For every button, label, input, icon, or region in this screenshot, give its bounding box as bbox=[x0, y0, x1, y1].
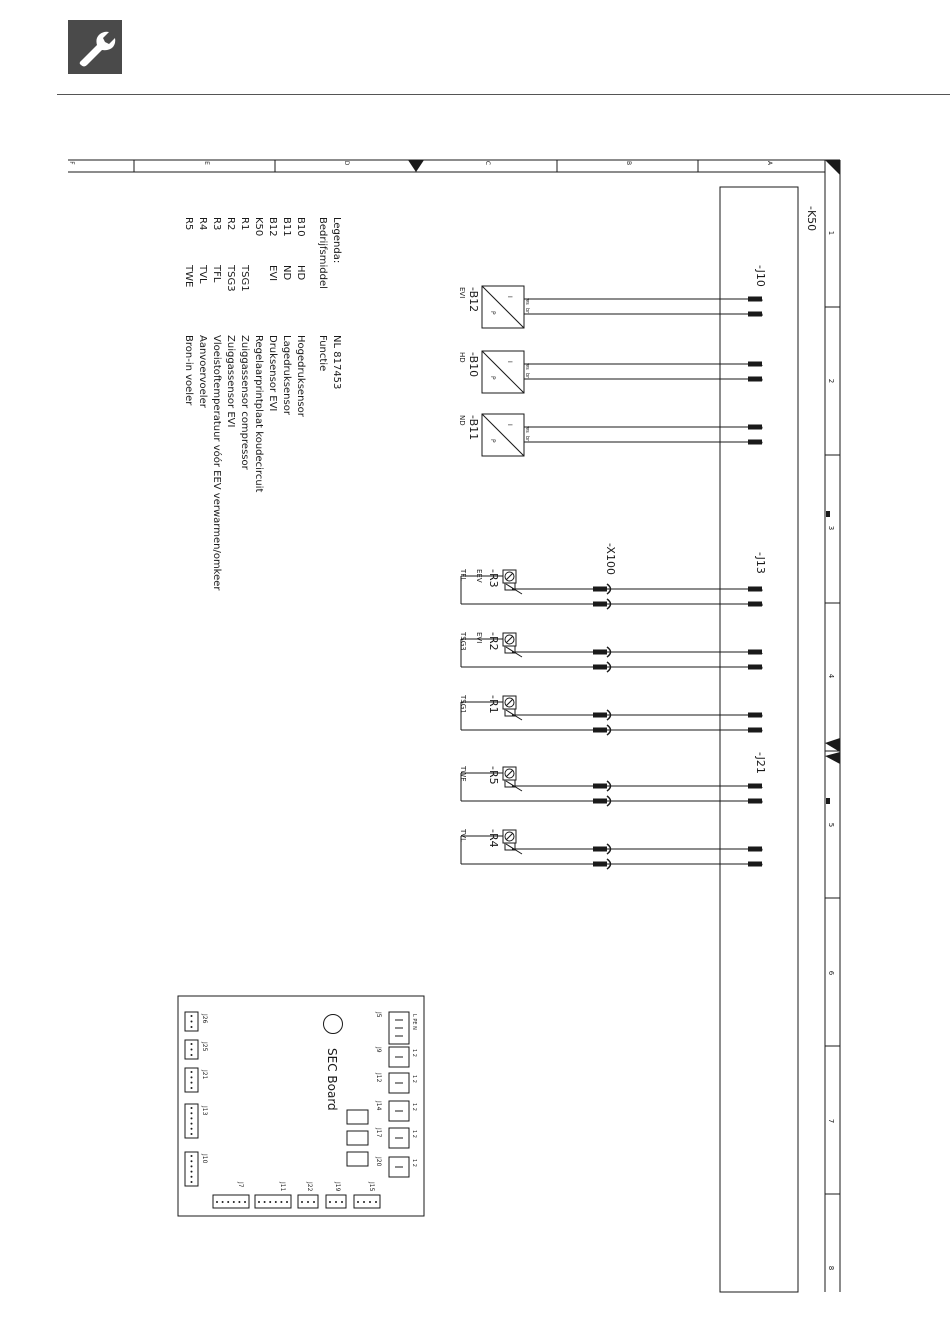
connector-pin bbox=[280, 1201, 282, 1203]
connector-pin bbox=[286, 1201, 288, 1203]
board-connector-name: J7 bbox=[237, 1182, 244, 1188]
board-connector-name: J20 bbox=[375, 1157, 382, 1167]
wire-color: ws bbox=[524, 363, 530, 370]
legend-tag: R4 bbox=[197, 217, 208, 231]
pressure-sensor bbox=[458, 414, 763, 456]
plug-pin bbox=[593, 847, 607, 852]
connector-pin bbox=[191, 1165, 193, 1167]
board-connector-name: J13 bbox=[201, 1106, 208, 1116]
temperature-sensor bbox=[459, 631, 763, 672]
legend-desc: Druksensor EVI bbox=[267, 335, 278, 412]
frame-col-label: A bbox=[766, 160, 773, 166]
board-connector-pins: 1 2 bbox=[411, 1075, 417, 1083]
connector-pin bbox=[191, 1117, 193, 1119]
connector-pin bbox=[258, 1201, 260, 1203]
board-connector-name: J15 bbox=[368, 1182, 375, 1192]
sensor-sub: EEV bbox=[475, 569, 483, 583]
connector-pin bbox=[191, 1160, 193, 1162]
transducer-p: P bbox=[489, 439, 496, 443]
sensor-tag: -R5 bbox=[487, 766, 500, 785]
board-connector-pins: 1 2 bbox=[411, 1130, 417, 1138]
wire-color: br bbox=[524, 308, 530, 314]
connector-pin bbox=[191, 1123, 193, 1125]
board-connector-name: J5 bbox=[375, 1012, 382, 1018]
legend-desc: Zuiggassensor EVI bbox=[225, 335, 236, 428]
frame-col-label: F bbox=[68, 161, 75, 165]
legend-abbr: TWE bbox=[183, 265, 194, 288]
connector-pin bbox=[275, 1201, 277, 1203]
pin-number: 4 bbox=[756, 785, 763, 789]
plug-pin bbox=[593, 784, 607, 789]
sensor-function: EVI bbox=[458, 287, 466, 299]
legend-tag: K50 bbox=[253, 217, 264, 237]
pressure-sensor bbox=[458, 351, 763, 393]
legend-tag: R5 bbox=[183, 217, 194, 231]
pin-number: 3 bbox=[756, 666, 763, 670]
transducer-i: I bbox=[506, 296, 513, 298]
frame-tick bbox=[826, 511, 830, 517]
board-component bbox=[347, 1131, 368, 1145]
plug-pin bbox=[593, 650, 607, 655]
board-connector-name: J19 bbox=[334, 1182, 341, 1192]
connector-pin bbox=[244, 1201, 246, 1203]
temperature-sensor bbox=[459, 694, 763, 735]
frame-row-label: 7 bbox=[827, 1118, 835, 1124]
pin-number: 5 bbox=[756, 313, 763, 317]
connector-pin bbox=[191, 1107, 193, 1109]
board-connector-name: J10 bbox=[201, 1154, 208, 1164]
sensor-sub: EVI bbox=[475, 632, 483, 644]
legend-col-header: Bedrijfsmiddel bbox=[317, 217, 328, 289]
board-component bbox=[347, 1152, 368, 1166]
pin-number: 6 bbox=[756, 298, 763, 302]
pin-number: 4 bbox=[756, 363, 763, 367]
board-connector bbox=[213, 1195, 249, 1208]
sensor-tag: -R2 bbox=[487, 632, 500, 651]
connector-pin bbox=[375, 1201, 377, 1203]
connector-pin bbox=[191, 1112, 193, 1114]
pin-number: 4 bbox=[756, 651, 763, 655]
module-label: -K50 bbox=[805, 206, 818, 232]
connector-pin bbox=[191, 1171, 193, 1173]
wire-color: br bbox=[524, 436, 530, 442]
sensor-tag: -B10 bbox=[467, 352, 480, 378]
connector-pin bbox=[191, 1087, 193, 1089]
pressure-sensor bbox=[458, 286, 763, 328]
legend-abbr: EVI bbox=[267, 265, 278, 282]
connector-pin bbox=[191, 1128, 193, 1130]
frame-col-label: C bbox=[484, 160, 491, 166]
sensor-label: TFL bbox=[459, 569, 467, 582]
transducer-p: P bbox=[489, 376, 496, 380]
plug-pin bbox=[593, 602, 607, 607]
pin-number: 1 bbox=[756, 441, 763, 445]
frame-col-label: B bbox=[625, 160, 632, 166]
legend-tag: R2 bbox=[225, 217, 236, 231]
connector-pin bbox=[191, 1155, 193, 1157]
pin-number: 3 bbox=[756, 800, 763, 804]
legend bbox=[183, 217, 342, 591]
sensor-label: TSG3 bbox=[459, 632, 467, 651]
connector-pin bbox=[191, 1076, 193, 1078]
board-connector-pins: L PE N bbox=[411, 1014, 417, 1030]
legend-doc-number: NL 817453 bbox=[331, 335, 342, 390]
connector-pin bbox=[191, 1021, 193, 1023]
board-connector bbox=[255, 1195, 291, 1208]
connector-pin bbox=[369, 1201, 371, 1203]
legend-tag: B12 bbox=[267, 217, 278, 237]
connector-pin bbox=[335, 1201, 337, 1203]
plug-pin bbox=[593, 728, 607, 733]
legend-abbr: TFL bbox=[211, 265, 222, 283]
legend-tag: R3 bbox=[211, 217, 222, 231]
pin-number: 1 bbox=[756, 729, 763, 733]
board-outline bbox=[178, 996, 424, 1216]
frame-tick bbox=[826, 798, 830, 804]
sec-board bbox=[178, 996, 424, 1216]
legend-desc: Zuiggassensor compressor bbox=[239, 335, 250, 470]
board-connector-name: J11 bbox=[279, 1182, 286, 1192]
frame-row-label: 5 bbox=[827, 822, 835, 828]
transducer-i: I bbox=[506, 361, 513, 363]
frame-marker bbox=[825, 160, 840, 175]
legend-tag: B10 bbox=[295, 217, 306, 237]
transducer-i: I bbox=[506, 424, 513, 426]
board-connector-name: J9 bbox=[375, 1047, 382, 1053]
connector-pin bbox=[269, 1201, 271, 1203]
connector-label-j10: -J10 bbox=[754, 265, 767, 287]
connector-pin bbox=[191, 1043, 193, 1045]
board-connector-pins: 1 2 bbox=[411, 1103, 417, 1111]
connector-pin bbox=[329, 1201, 331, 1203]
frame-marker bbox=[408, 160, 424, 172]
connector-pin bbox=[191, 1071, 193, 1073]
legend-tag: B11 bbox=[281, 217, 292, 237]
board-connector-name: J14 bbox=[375, 1101, 382, 1111]
legend-abbr: ND bbox=[281, 265, 292, 281]
board-connector-name: J12 bbox=[375, 1073, 382, 1083]
pin-number: 5 bbox=[756, 603, 763, 607]
legend-desc: Bron-in voeler bbox=[183, 335, 194, 406]
connector-label-j13: -J13 bbox=[754, 552, 767, 574]
k50-enclosure bbox=[720, 187, 798, 1292]
board-connector bbox=[185, 1152, 198, 1186]
connector-label-x100: -X100 bbox=[604, 543, 617, 575]
pin-number: 2 bbox=[756, 848, 763, 852]
legend-col-header: Functie bbox=[317, 335, 328, 372]
connector-pin bbox=[307, 1201, 309, 1203]
sensor-label: TWE bbox=[459, 766, 467, 782]
plug-pin bbox=[593, 799, 607, 804]
legend-desc: Hogedruksensor bbox=[295, 335, 306, 417]
frame-col-label: E bbox=[203, 161, 210, 165]
sensor-tag: -R4 bbox=[487, 829, 500, 848]
connector-pin bbox=[191, 1133, 193, 1135]
sensor-function: HD bbox=[458, 352, 466, 363]
legend-tag: R1 bbox=[239, 217, 250, 231]
connector-pin bbox=[233, 1201, 235, 1203]
board-title: SEC Board bbox=[325, 1048, 339, 1111]
wire-color: br bbox=[524, 373, 530, 379]
frame-row-label: 2 bbox=[827, 378, 835, 384]
connector-pin bbox=[238, 1201, 240, 1203]
frame-row-label: 4 bbox=[827, 673, 835, 679]
pin-number: 2 bbox=[756, 426, 763, 430]
sensor-label: TVL bbox=[459, 829, 467, 842]
plug-pin bbox=[593, 862, 607, 867]
legend-abbr: TSG1 bbox=[239, 265, 250, 292]
pin-number: 3 bbox=[756, 378, 763, 382]
temperature-sensor bbox=[459, 828, 763, 869]
board-connector-pins: 1 2 bbox=[411, 1159, 417, 1167]
connector-pin bbox=[191, 1054, 193, 1056]
board-connector-name: J17 bbox=[375, 1128, 382, 1138]
frame-row-label: 6 bbox=[827, 970, 835, 976]
legend-abbr: TVL bbox=[197, 265, 208, 284]
plug-pin bbox=[593, 713, 607, 718]
connector-pin bbox=[191, 1176, 193, 1178]
plug-pin bbox=[593, 587, 607, 592]
board-connector bbox=[185, 1104, 198, 1138]
sensor-function: ND bbox=[458, 415, 466, 426]
legend-desc: Regelaarprintplaat koudecircuit bbox=[253, 335, 264, 493]
sensor-label: TSG1 bbox=[459, 695, 467, 714]
board-connector-name: J21 bbox=[201, 1070, 208, 1080]
frame-marker bbox=[825, 752, 840, 764]
temperature-sensor bbox=[459, 765, 763, 806]
frame-col-label: D bbox=[343, 160, 350, 166]
frame-row-label: 1 bbox=[827, 230, 835, 236]
sensor-tag: -B12 bbox=[467, 287, 480, 313]
legend-desc: Lagedruksensor bbox=[281, 335, 292, 415]
board-mount-hole bbox=[324, 1015, 343, 1034]
connector-pin bbox=[357, 1201, 359, 1203]
board-connector-name: J26 bbox=[201, 1014, 208, 1024]
connector-pin bbox=[191, 1181, 193, 1183]
connector-pin bbox=[264, 1201, 266, 1203]
connector-pin bbox=[191, 1049, 193, 1051]
connector-pin bbox=[227, 1201, 229, 1203]
connector-pin bbox=[191, 1015, 193, 1017]
board-component bbox=[347, 1110, 368, 1124]
sensor-tag: -R1 bbox=[487, 695, 500, 714]
connector-pin bbox=[341, 1201, 343, 1203]
transducer-p: P bbox=[489, 311, 496, 315]
pin-number: 2 bbox=[756, 714, 763, 718]
connector-pin bbox=[191, 1026, 193, 1028]
legend-abbr: HD bbox=[295, 265, 306, 281]
sensor-tag: -B11 bbox=[467, 415, 480, 441]
wire-color: ws bbox=[524, 426, 530, 433]
connector-pin bbox=[216, 1201, 218, 1203]
drawing-frame bbox=[68, 160, 840, 1292]
connector-pin bbox=[222, 1201, 224, 1203]
pin-number: 6 bbox=[756, 588, 763, 592]
frame-row-label: 8 bbox=[827, 1265, 835, 1271]
connector-pin bbox=[363, 1201, 365, 1203]
frame-marker bbox=[825, 738, 840, 752]
plug-pin bbox=[593, 665, 607, 670]
legend-abbr: TSG3 bbox=[225, 265, 236, 292]
legend-title: Legenda: bbox=[331, 217, 342, 264]
wiring bbox=[458, 187, 818, 1292]
connector-pin bbox=[301, 1201, 303, 1203]
connector-label-j21: -J21 bbox=[754, 752, 767, 774]
connector-pin bbox=[313, 1201, 315, 1203]
board-connector-name: J25 bbox=[201, 1042, 208, 1052]
pin-number: 1 bbox=[756, 863, 763, 867]
wire-color: ws bbox=[524, 298, 530, 305]
board-connector-name: J22 bbox=[306, 1182, 313, 1192]
board-connector-pins: 1 2 bbox=[411, 1049, 417, 1057]
legend-desc: Vloeistoftemperatuur vóór EEV verwarmen/omkeer bbox=[211, 335, 222, 591]
sensor-tag: -R3 bbox=[487, 569, 500, 588]
connector-pin bbox=[191, 1082, 193, 1084]
legend-desc: Aanvoervoeler bbox=[197, 335, 208, 408]
frame-row-label: 3 bbox=[827, 525, 835, 531]
